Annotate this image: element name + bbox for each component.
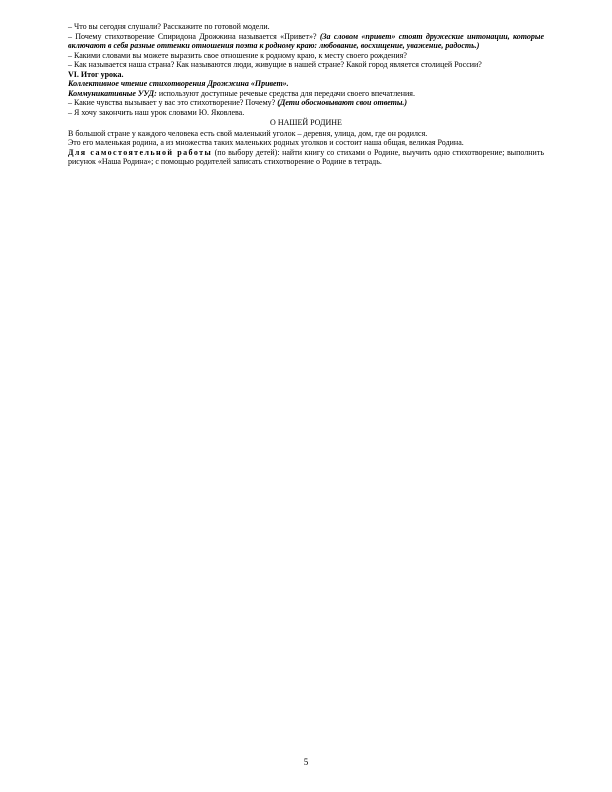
question-paragraph: [68, 98, 544, 108]
answer-note: (За словом «привет» стоят дружеские интонации, которые включают в себя разные оттенки отношения поэта к родному краю: любование, восхищение, уважение, радость.): [68, 31, 544, 50]
skills-label: Коммуникативные УУД:: [68, 88, 159, 98]
question-paragraph: – Какими словами вы можете выразить свое отношение к родному краю, к месту своего рождения?: [68, 50, 407, 60]
section-heading: VI. Итог урока.: [68, 69, 124, 79]
answer-note: (Дети обосновывают свои ответы.): [277, 98, 408, 107]
skills-paragraph: [68, 89, 544, 99]
homework-text: (по выбору детей): найти книгу со стихами о Родине, выучить одно стихотворение; выполнить рисунок «Наша Родина»; с помощью родителей записать стихотворение о Родине в тетрадь.: [68, 147, 544, 166]
question-paragraph: – Я хочу закончить наш урок словами Ю. Яковлева.: [68, 107, 245, 117]
question-paragraph: [68, 32, 544, 51]
skills-text: используют доступные речевые средства для передачи своего впечатления.: [158, 88, 415, 98]
poem-title: О НАШЕЙ РОДИНЕ: [270, 118, 342, 127]
text-paragraph: Это его маленькая родина, а из множества таких маленьких родных уголков и состоит наша общая, великая Родина.: [68, 138, 464, 147]
text-paragraph: В большой стране у каждого человека есть свой маленький уголок – деревня, улица, дом, где он родился.: [68, 128, 428, 138]
homework-paragraph: [68, 148, 544, 167]
question-text: – Какие чувства вызывает у вас это стихотворение? Почему?: [68, 98, 278, 107]
question-paragraph: – Что вы сегодня слушали? Расскажите по готовой модели.: [68, 22, 270, 31]
page-number: 5: [303, 757, 309, 767]
homework-label: Для самостоятельной работы: [68, 147, 213, 157]
activity-paragraph: Коллективное чтение стихотворения Дрожжина «Привет».: [68, 79, 289, 88]
page-content: [68, 22, 544, 167]
question-paragraph: – Как называется наша страна? Как называются люди, живущие в нашей стране? Какой город является столицей России?: [68, 60, 482, 69]
question-text: – Почему стихотворение Спиридона Дрожжина называется «Привет»?: [68, 31, 320, 41]
